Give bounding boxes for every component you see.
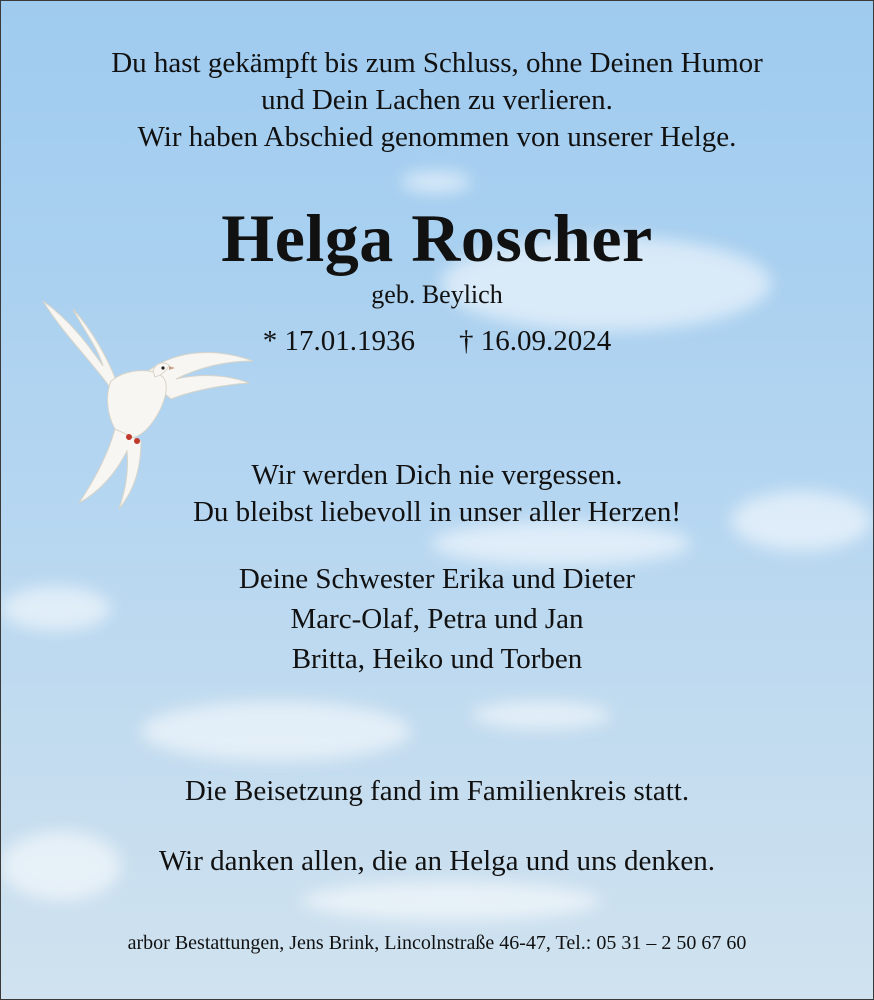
intro-line: Du hast gekämpft bis zum Schluss, ohne Deinen Humor xyxy=(111,47,763,79)
memory-line: Wir werden Dich nie vergessen. xyxy=(251,459,623,491)
death-date: † 16.09.2024 xyxy=(459,325,612,357)
mourner-line: Deine Schwester Erika und Dieter xyxy=(238,563,636,595)
memory-verse xyxy=(1,457,873,531)
thanks-note: Wir danken allen, die an Helga und uns denken. xyxy=(158,845,716,877)
mourner-line: Marc-Olaf, Petra und Jan xyxy=(290,603,584,635)
cloud xyxy=(401,171,471,193)
cloud xyxy=(471,701,611,729)
life-dates xyxy=(1,323,873,359)
mourners-list xyxy=(1,559,873,679)
funeral-home-footer: arbor Bestattungen, Jens Brink, Lincolnstraße 46-47, Tel.: 05 31 – 2 50 67 60 xyxy=(127,932,747,954)
intro-line: und Dein Lachen zu verlieren. xyxy=(261,84,613,116)
cloud xyxy=(141,701,411,761)
birth-name: geb. Beylich xyxy=(371,280,503,309)
deceased-name: Helga Roscher xyxy=(221,200,653,276)
burial-note: Die Beisetzung fand im Familienkreis statt. xyxy=(184,775,690,807)
birth-date: * 17.01.1936 xyxy=(262,325,415,357)
mourner-line: Britta, Heiko und Torben xyxy=(291,643,583,675)
intro-line: Wir haben Abschied genommen von unserer Helge. xyxy=(137,121,737,153)
memory-line: Du bleibst liebevoll in unser aller Herzen! xyxy=(192,496,681,528)
intro-verse xyxy=(1,45,873,156)
cloud xyxy=(301,881,601,921)
